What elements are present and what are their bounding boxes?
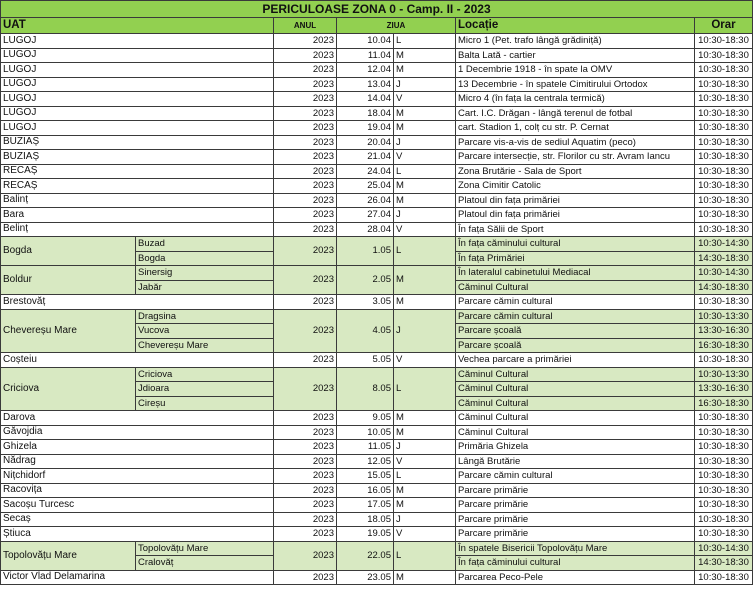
date-cell[interactable]: 19.04 [337, 121, 394, 136]
hours-cell[interactable]: 10:30-18:30 [695, 165, 753, 180]
year-cell[interactable]: 2023 [274, 78, 337, 93]
day-cell[interactable]: V [394, 150, 456, 165]
date-cell[interactable]: 9.05 [337, 411, 394, 426]
hours-cell[interactable]: 10:30-18:30 [695, 107, 753, 122]
year-cell[interactable]: 2023 [274, 353, 337, 368]
header-location[interactable]: Locație [456, 18, 695, 34]
year-cell[interactable]: 2023 [274, 107, 337, 122]
uat-cell[interactable]: LUGOJ [0, 34, 274, 49]
date-cell[interactable]: 27.04 [337, 208, 394, 223]
day-cell[interactable]: J [394, 136, 456, 151]
year-cell[interactable]: 2023 [274, 223, 337, 238]
date-cell[interactable]: 17.05 [337, 498, 394, 513]
day-cell[interactable]: J [394, 208, 456, 223]
location-cell[interactable]: Parcare vis-a-vis de sediul Aquatim (peco) [456, 136, 695, 151]
day-cell[interactable]: L [394, 34, 456, 49]
village-cell[interactable]: Topolovățu Mare [136, 542, 274, 557]
uat-cell[interactable]: Nițchidorf [0, 469, 274, 484]
date-cell[interactable]: 12.05 [337, 455, 394, 470]
date-cell[interactable]: 21.04 [337, 150, 394, 165]
location-cell[interactable]: Lângă Brutărie [456, 455, 695, 470]
uat-cell[interactable]: Victor Vlad Delamarina [0, 571, 274, 586]
village-cell[interactable]: Jdioara [136, 382, 274, 397]
hours-cell[interactable]: 16:30-18:30 [695, 397, 753, 412]
location-cell[interactable]: Parcare școală [456, 339, 695, 354]
location-cell[interactable]: 13 Decembrie - în spatele Cimitirului Ortodox [456, 78, 695, 93]
hours-cell[interactable]: 10:30-18:30 [695, 527, 753, 542]
location-cell[interactable]: Cart. I.C. Drăgan - lângă terenul de fotbal [456, 107, 695, 122]
hours-cell[interactable]: 10:30-13:30 [695, 368, 753, 383]
uat-cell[interactable]: BUZIAȘ [0, 136, 274, 151]
village-cell[interactable]: Jabăr [136, 281, 274, 296]
hours-cell[interactable]: 10:30-18:30 [695, 498, 753, 513]
location-cell[interactable]: În fața căminului cultural [456, 237, 695, 252]
hours-cell[interactable]: 10:30-18:30 [695, 179, 753, 194]
location-cell[interactable]: Primăria Ghizela [456, 440, 695, 455]
year-cell[interactable]: 2023 [274, 179, 337, 194]
uat-cell[interactable]: Brestovăț [0, 295, 274, 310]
day-cell[interactable]: M [394, 49, 456, 64]
year-cell[interactable]: 2023 [274, 136, 337, 151]
village-cell[interactable]: Vucova [136, 324, 274, 339]
uat-cell[interactable]: Bogda [0, 237, 136, 266]
hours-cell[interactable]: 16:30-18:30 [695, 339, 753, 354]
uat-cell[interactable]: LUGOJ [0, 78, 274, 93]
date-cell[interactable]: 3.05 [337, 295, 394, 310]
day-cell[interactable]: J [394, 513, 456, 528]
uat-cell[interactable]: LUGOJ [0, 49, 274, 64]
day-cell[interactable]: L [394, 469, 456, 484]
date-cell[interactable]: 16.05 [337, 484, 394, 499]
hours-cell[interactable]: 10:30-18:30 [695, 440, 753, 455]
village-cell[interactable]: Dragsina [136, 310, 274, 325]
uat-cell[interactable]: Chevereșu Mare [0, 310, 136, 354]
uat-cell[interactable]: Secaș [0, 513, 274, 528]
year-cell[interactable]: 2023 [274, 121, 337, 136]
location-cell[interactable]: Balta Lată - cartier [456, 49, 695, 64]
day-cell[interactable]: M [394, 121, 456, 136]
year-cell[interactable]: 2023 [274, 194, 337, 209]
location-cell[interactable]: Căminul Cultural [456, 426, 695, 441]
location-cell[interactable]: Parcarea Peco-Pele [456, 571, 695, 586]
uat-cell[interactable]: LUGOJ [0, 63, 274, 78]
year-cell[interactable]: 2023 [274, 484, 337, 499]
location-cell[interactable]: În fața Primăriei [456, 252, 695, 267]
location-cell[interactable]: Zona Cimitir Catolic [456, 179, 695, 194]
hours-cell[interactable]: 10:30-18:30 [695, 208, 753, 223]
year-cell[interactable]: 2023 [274, 295, 337, 310]
day-cell[interactable]: V [394, 353, 456, 368]
year-cell[interactable]: 2023 [274, 165, 337, 180]
date-cell[interactable]: 5.05 [337, 353, 394, 368]
header-uat[interactable]: UAT [0, 18, 274, 34]
year-cell[interactable]: 2023 [274, 368, 337, 412]
village-cell[interactable]: Sinersig [136, 266, 274, 281]
uat-cell[interactable]: RECAȘ [0, 179, 274, 194]
location-cell[interactable]: Parcare cămin cultural [456, 310, 695, 325]
day-cell[interactable]: M [394, 295, 456, 310]
day-cell[interactable]: J [394, 78, 456, 93]
year-cell[interactable]: 2023 [274, 63, 337, 78]
date-cell[interactable]: 18.05 [337, 513, 394, 528]
hours-cell[interactable]: 10:30-18:30 [695, 411, 753, 426]
location-cell[interactable]: Parcare primărie [456, 527, 695, 542]
hours-cell[interactable]: 10:30-14:30 [695, 542, 753, 557]
year-cell[interactable]: 2023 [274, 498, 337, 513]
date-cell[interactable]: 10.05 [337, 426, 394, 441]
year-cell[interactable]: 2023 [274, 426, 337, 441]
date-cell[interactable]: 11.04 [337, 49, 394, 64]
uat-cell[interactable]: LUGOJ [0, 92, 274, 107]
uat-cell[interactable]: Darova [0, 411, 274, 426]
uat-cell[interactable]: RECAȘ [0, 165, 274, 180]
day-cell[interactable]: M [394, 411, 456, 426]
year-cell[interactable]: 2023 [274, 237, 337, 266]
hours-cell[interactable]: 10:30-18:30 [695, 34, 753, 49]
location-cell[interactable]: Micro 4 (în fața la centrala termică) [456, 92, 695, 107]
day-cell[interactable]: M [394, 63, 456, 78]
location-cell[interactable]: Platoul din fața primăriei [456, 208, 695, 223]
year-cell[interactable]: 2023 [274, 266, 337, 295]
location-cell[interactable]: Micro 1 (Pet. trafo lângă grădiniță) [456, 34, 695, 49]
location-cell[interactable]: Parcare primărie [456, 498, 695, 513]
day-cell[interactable]: V [394, 223, 456, 238]
day-cell[interactable]: L [394, 237, 456, 266]
hours-cell[interactable]: 10:30-18:30 [695, 455, 753, 470]
hours-cell[interactable]: 10:30-18:30 [695, 63, 753, 78]
date-cell[interactable]: 18.04 [337, 107, 394, 122]
date-cell[interactable]: 24.04 [337, 165, 394, 180]
hours-cell[interactable]: 13:30-16:30 [695, 324, 753, 339]
header-hours[interactable]: Orar [695, 18, 753, 34]
hours-cell[interactable]: 10:30-18:30 [695, 571, 753, 586]
day-cell[interactable]: M [394, 571, 456, 586]
location-cell[interactable]: În fața Sălii de Sport [456, 223, 695, 238]
location-cell[interactable]: Căminul Cultural [456, 382, 695, 397]
uat-cell[interactable]: Balinț [0, 194, 274, 209]
location-cell[interactable]: Parcare primărie [456, 513, 695, 528]
uat-cell[interactable]: Știuca [0, 527, 274, 542]
uat-cell[interactable]: Coșteiu [0, 353, 274, 368]
hours-cell[interactable]: 10:30-18:30 [695, 49, 753, 64]
village-cell[interactable]: Chevereșu Mare [136, 339, 274, 354]
hours-cell[interactable]: 10:30-18:30 [695, 469, 753, 484]
date-cell[interactable]: 20.04 [337, 136, 394, 151]
day-cell[interactable]: M [394, 179, 456, 194]
uat-cell[interactable]: Bara [0, 208, 274, 223]
day-cell[interactable]: M [394, 107, 456, 122]
hours-cell[interactable]: 10:30-18:30 [695, 513, 753, 528]
day-cell[interactable]: M [394, 484, 456, 499]
date-cell[interactable]: 13.04 [337, 78, 394, 93]
hours-cell[interactable]: 10:30-18:30 [695, 136, 753, 151]
uat-cell[interactable]: Găvojdia [0, 426, 274, 441]
uat-cell[interactable]: LUGOJ [0, 107, 274, 122]
year-cell[interactable]: 2023 [274, 310, 337, 354]
date-cell[interactable]: 8.05 [337, 368, 394, 412]
day-cell[interactable]: M [394, 498, 456, 513]
day-cell[interactable]: M [394, 194, 456, 209]
village-cell[interactable]: Bogda [136, 252, 274, 267]
uat-cell[interactable]: Belinț [0, 223, 274, 238]
hours-cell[interactable]: 10:30-18:30 [695, 223, 753, 238]
year-cell[interactable]: 2023 [274, 440, 337, 455]
year-cell[interactable]: 2023 [274, 34, 337, 49]
date-cell[interactable]: 2.05 [337, 266, 394, 295]
year-cell[interactable]: 2023 [274, 92, 337, 107]
location-cell[interactable]: Platoul din fața primăriei [456, 194, 695, 209]
village-cell[interactable]: Cralovăț [136, 556, 274, 571]
year-cell[interactable]: 2023 [274, 150, 337, 165]
year-cell[interactable]: 2023 [274, 542, 337, 571]
date-cell[interactable]: 28.04 [337, 223, 394, 238]
hours-cell[interactable]: 10:30-18:30 [695, 295, 753, 310]
location-cell[interactable]: cart. Stadion 1, colț cu str. P. Cernat [456, 121, 695, 136]
hours-cell[interactable]: 10:30-18:30 [695, 150, 753, 165]
date-cell[interactable]: 12.04 [337, 63, 394, 78]
village-cell[interactable]: Criciova [136, 368, 274, 383]
day-cell[interactable]: J [394, 310, 456, 354]
location-cell[interactable]: Parcare intersecție, str. Florilor cu str. Avram Iancu [456, 150, 695, 165]
uat-cell[interactable]: Criciova [0, 368, 136, 412]
hours-cell[interactable]: 10:30-18:30 [695, 78, 753, 93]
location-cell[interactable]: 1 Decembrie 1918 - în spate la OMV [456, 63, 695, 78]
hours-cell[interactable]: 14:30-18:30 [695, 252, 753, 267]
year-cell[interactable]: 2023 [274, 469, 337, 484]
village-cell[interactable]: Buzad [136, 237, 274, 252]
date-cell[interactable]: 4.05 [337, 310, 394, 354]
year-cell[interactable]: 2023 [274, 49, 337, 64]
day-cell[interactable]: V [394, 455, 456, 470]
date-cell[interactable]: 26.04 [337, 194, 394, 209]
location-cell[interactable]: În fața căminului cultural [456, 556, 695, 571]
location-cell[interactable]: Parcare cămin cultural [456, 295, 695, 310]
uat-cell[interactable]: Nădrag [0, 455, 274, 470]
day-cell[interactable]: M [394, 426, 456, 441]
date-cell[interactable]: 15.05 [337, 469, 394, 484]
hours-cell[interactable]: 10:30-18:30 [695, 92, 753, 107]
hours-cell[interactable]: 10:30-18:30 [695, 121, 753, 136]
hours-cell[interactable]: 10:30-18:30 [695, 194, 753, 209]
header-year[interactable]: ANUL [274, 18, 337, 34]
location-cell[interactable]: În lateralul cabinetului Mediacal [456, 266, 695, 281]
location-cell[interactable]: Căminul Cultural [456, 411, 695, 426]
year-cell[interactable]: 2023 [274, 411, 337, 426]
hours-cell[interactable]: 10:30-13:30 [695, 310, 753, 325]
day-cell[interactable]: M [394, 266, 456, 295]
sheet-title[interactable]: PERICULOASE ZONA 0 - Camp. II - 2023 [0, 0, 753, 18]
uat-cell[interactable]: BUZIAȘ [0, 150, 274, 165]
uat-cell[interactable]: Sacoșu Turcesc [0, 498, 274, 513]
location-cell[interactable]: Parcare cămin cultural [456, 469, 695, 484]
date-cell[interactable]: 14.04 [337, 92, 394, 107]
uat-cell[interactable]: Boldur [0, 266, 136, 295]
hours-cell[interactable]: 14:30-18:30 [695, 281, 753, 296]
day-cell[interactable]: V [394, 92, 456, 107]
year-cell[interactable]: 2023 [274, 513, 337, 528]
date-cell[interactable]: 22.05 [337, 542, 394, 571]
hours-cell[interactable]: 10:30-14:30 [695, 266, 753, 281]
day-cell[interactable]: L [394, 542, 456, 571]
location-cell[interactable]: Căminul Cultural [456, 397, 695, 412]
header-date[interactable]: ZIUA [337, 18, 456, 34]
year-cell[interactable]: 2023 [274, 571, 337, 586]
date-cell[interactable]: 23.05 [337, 571, 394, 586]
location-cell[interactable]: Zona Brutărie - Sala de Sport [456, 165, 695, 180]
date-cell[interactable]: 1.05 [337, 237, 394, 266]
location-cell[interactable]: Vechea parcare a primăriei [456, 353, 695, 368]
location-cell[interactable]: Parcare primărie [456, 484, 695, 499]
location-cell[interactable]: Parcare școală [456, 324, 695, 339]
hours-cell[interactable]: 10:30-14:30 [695, 237, 753, 252]
date-cell[interactable]: 25.04 [337, 179, 394, 194]
year-cell[interactable]: 2023 [274, 455, 337, 470]
date-cell[interactable]: 10.04 [337, 34, 394, 49]
hours-cell[interactable]: 10:30-18:30 [695, 353, 753, 368]
day-cell[interactable]: L [394, 368, 456, 412]
uat-cell[interactable]: Racovița [0, 484, 274, 499]
village-cell[interactable]: Cireșu [136, 397, 274, 412]
uat-cell[interactable]: Ghizela [0, 440, 274, 455]
day-cell[interactable]: V [394, 527, 456, 542]
location-cell[interactable]: Căminul Cultural [456, 281, 695, 296]
day-cell[interactable]: L [394, 165, 456, 180]
year-cell[interactable]: 2023 [274, 208, 337, 223]
location-cell[interactable]: Căminul Cultural [456, 368, 695, 383]
hours-cell[interactable]: 13:30-16:30 [695, 382, 753, 397]
date-cell[interactable]: 19.05 [337, 527, 394, 542]
year-cell[interactable]: 2023 [274, 527, 337, 542]
uat-cell[interactable]: LUGOJ [0, 121, 274, 136]
location-cell[interactable]: În spatele Bisericii Topolovățu Mare [456, 542, 695, 557]
day-cell[interactable]: J [394, 440, 456, 455]
uat-cell[interactable]: Topolovățu Mare [0, 542, 136, 571]
hours-cell[interactable]: 10:30-18:30 [695, 426, 753, 441]
date-cell[interactable]: 11.05 [337, 440, 394, 455]
hours-cell[interactable]: 14:30-18:30 [695, 556, 753, 571]
hours-cell[interactable]: 10:30-18:30 [695, 484, 753, 499]
